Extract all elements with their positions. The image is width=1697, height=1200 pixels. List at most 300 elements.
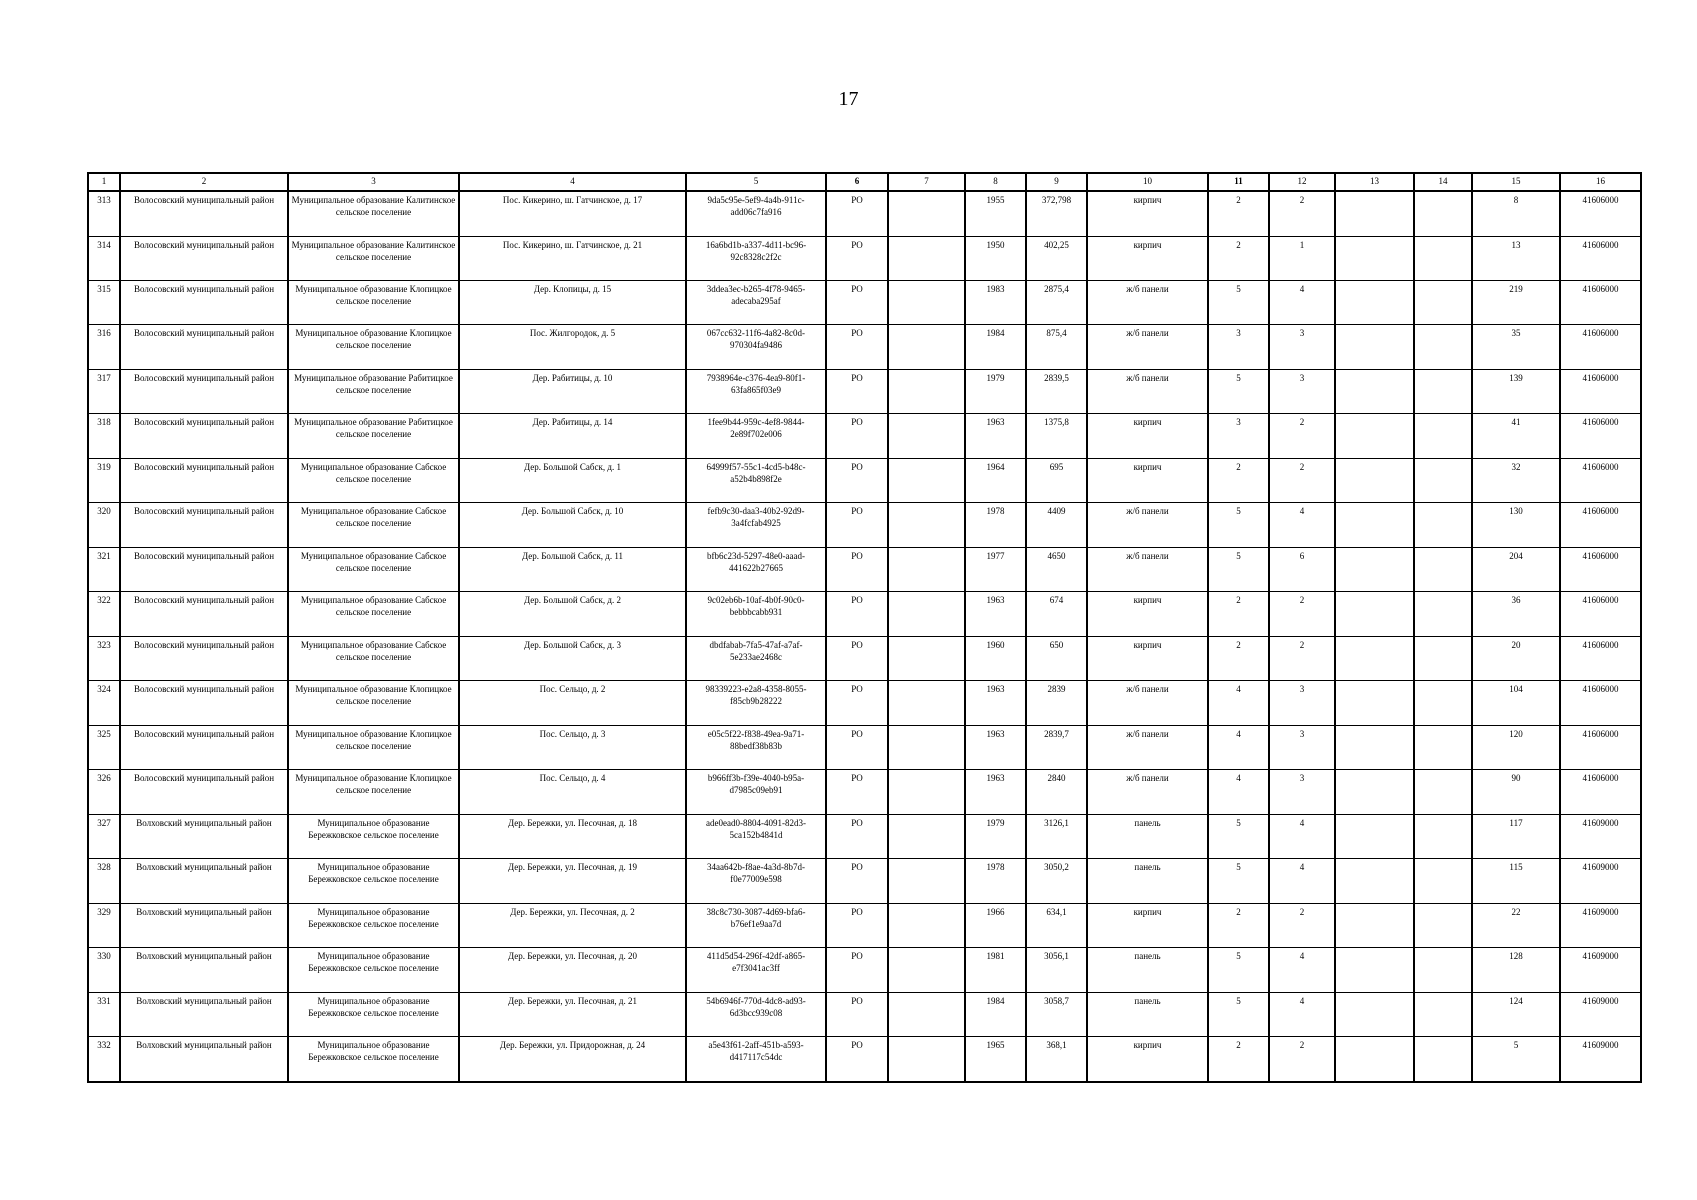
table-cell: 120	[1472, 725, 1560, 769]
table-cell: Дер. Рабитицы, д. 14	[459, 414, 686, 458]
table-cell	[1414, 191, 1472, 236]
table-cell	[1335, 948, 1414, 992]
table-cell: 330	[88, 948, 120, 992]
column-header: 12	[1269, 173, 1335, 191]
table-cell: 4	[1269, 814, 1335, 858]
table-cell: 3	[1269, 725, 1335, 769]
table-cell: 2	[1208, 636, 1269, 680]
table-cell	[1414, 992, 1472, 1036]
table-cell: 34aa642b-f8ae-4a3d-8b7d-f0e77009e598	[686, 859, 826, 903]
table-cell: 1375,8	[1026, 414, 1087, 458]
table-cell: Муниципальное образование Клопицкое сельское поселение	[288, 325, 459, 369]
table-cell: Волосовский муниципальный район	[120, 280, 288, 324]
table-cell: Дер. Клопицы, д. 15	[459, 280, 686, 324]
table-cell: 2	[1208, 903, 1269, 947]
table-cell: 1984	[965, 992, 1026, 1036]
table-row	[88, 859, 1641, 903]
table-cell: 4	[1269, 948, 1335, 992]
table-cell: панель	[1087, 948, 1208, 992]
table-cell: 38c8c730-3087-4d69-bfa6-b76ef1e9aa7d	[686, 903, 826, 947]
table-cell: ж/б панели	[1087, 770, 1208, 814]
table-cell: 41606000	[1560, 191, 1641, 236]
table-cell: dbdfabab-7fa5-47af-a7af-5e233ae2468c	[686, 636, 826, 680]
table-cell: 41	[1472, 414, 1560, 458]
table-cell: 64999f57-55c1-4cd5-b48c-a52b4b898f2e	[686, 458, 826, 502]
table-row	[88, 770, 1641, 814]
table-cell: РО	[826, 458, 888, 502]
table-cell: Волосовский муниципальный район	[120, 725, 288, 769]
table-cell: 2	[1269, 414, 1335, 458]
column-header: 4	[459, 173, 686, 191]
column-header: 9	[1026, 173, 1087, 191]
table-cell: 332	[88, 1037, 120, 1082]
column-header: 10	[1087, 173, 1208, 191]
table-cell: кирпич	[1087, 414, 1208, 458]
table-cell: 41609000	[1560, 1037, 1641, 1082]
table-cell: 3	[1208, 325, 1269, 369]
table-cell: 3050,2	[1026, 859, 1087, 903]
table-cell: 41606000	[1560, 369, 1641, 413]
table-row	[88, 414, 1641, 458]
table-cell: 4	[1208, 725, 1269, 769]
table-cell: РО	[826, 414, 888, 458]
table-cell: 317	[88, 369, 120, 413]
table-cell: 634,1	[1026, 903, 1087, 947]
table-cell	[888, 770, 965, 814]
table-cell: 115	[1472, 859, 1560, 903]
table-cell: Дер. Рабитицы, д. 10	[459, 369, 686, 413]
table-cell: 9da5c95e-5ef9-4a4b-911c-add06c7fa916	[686, 191, 826, 236]
table-cell	[1414, 948, 1472, 992]
table-cell	[1414, 814, 1472, 858]
table-cell: 41606000	[1560, 414, 1641, 458]
table-cell: 54b6946f-770d-4dc8-ad93-6d3bcc939c08	[686, 992, 826, 1036]
table-cell	[1414, 592, 1472, 636]
table-cell: 3	[1269, 681, 1335, 725]
table-cell	[888, 1037, 965, 1082]
table-cell: 322	[88, 592, 120, 636]
table-cell: 7938964e-c376-4ea9-80f1-63fa865f03e9	[686, 369, 826, 413]
table-cell: 41606000	[1560, 458, 1641, 502]
table-cell	[1414, 325, 1472, 369]
table-cell: ж/б панели	[1087, 325, 1208, 369]
table-cell: Дер. Большой Сабск, д. 1	[459, 458, 686, 502]
table-cell: ж/б панели	[1087, 280, 1208, 324]
table-cell: 695	[1026, 458, 1087, 502]
table-cell	[888, 903, 965, 947]
table-cell: 1963	[965, 592, 1026, 636]
table-cell: Муниципальное образование Сабское сельское поселение	[288, 458, 459, 502]
table-cell	[888, 414, 965, 458]
table-cell: 1978	[965, 503, 1026, 547]
table-cell	[888, 592, 965, 636]
table-row	[88, 681, 1641, 725]
table-cell	[888, 725, 965, 769]
table-cell: 1963	[965, 725, 1026, 769]
table-cell: 1979	[965, 369, 1026, 413]
table-cell: ж/б панели	[1087, 681, 1208, 725]
table-cell: 41606000	[1560, 592, 1641, 636]
table-cell	[1335, 369, 1414, 413]
table-cell: 1fee9b44-959c-4ef8-9844-2e89f702e006	[686, 414, 826, 458]
table-cell: 35	[1472, 325, 1560, 369]
table-cell: fefb9c30-daa3-40b2-92d9-3a4fcfab4925	[686, 503, 826, 547]
table-cell: 327	[88, 814, 120, 858]
table-cell	[1414, 280, 1472, 324]
table-cell: 2	[1269, 592, 1335, 636]
table-cell	[1335, 280, 1414, 324]
table-cell: 4	[1269, 992, 1335, 1036]
table-cell: 3	[1269, 369, 1335, 413]
table-cell: 130	[1472, 503, 1560, 547]
table-cell: 875,4	[1026, 325, 1087, 369]
table-cell: 41609000	[1560, 903, 1641, 947]
table-cell: 117	[1472, 814, 1560, 858]
table-cell: кирпич	[1087, 903, 1208, 947]
table-cell: 320	[88, 503, 120, 547]
table-cell: РО	[826, 191, 888, 236]
table-cell: 16a6bd1b-a337-4d11-bc96-92c8328c2f2c	[686, 236, 826, 280]
table-row	[88, 814, 1641, 858]
table-cell: 41609000	[1560, 859, 1641, 903]
table-cell: Муниципальное образование Клопицкое сельское поселение	[288, 770, 459, 814]
column-header: 11	[1208, 173, 1269, 191]
table-cell: Волосовский муниципальный район	[120, 414, 288, 458]
table-cell: Муниципальное образование Сабское сельское поселение	[288, 503, 459, 547]
table-cell: 1963	[965, 681, 1026, 725]
column-header: 8	[965, 173, 1026, 191]
table-cell: РО	[826, 859, 888, 903]
table-cell	[1335, 414, 1414, 458]
table-cell: 4	[1269, 503, 1335, 547]
column-header: 2	[120, 173, 288, 191]
table-cell: 411d5d54-296f-42df-a865-e7f3041ac3ff	[686, 948, 826, 992]
table-cell: 1965	[965, 1037, 1026, 1082]
table-cell: Волосовский муниципальный район	[120, 458, 288, 502]
table-cell: 2875,4	[1026, 280, 1087, 324]
table-cell: 90	[1472, 770, 1560, 814]
table-cell: 319	[88, 458, 120, 502]
table-cell: 5	[1208, 814, 1269, 858]
table-cell: 331	[88, 992, 120, 1036]
table-cell: 3056,1	[1026, 948, 1087, 992]
table-cell: 204	[1472, 547, 1560, 591]
table-cell	[888, 814, 965, 858]
column-header: 3	[288, 173, 459, 191]
table-cell: Дер. Бережки, ул. Песочная, д. 21	[459, 992, 686, 1036]
table-cell: Волховский муниципальный район	[120, 903, 288, 947]
table-cell	[888, 992, 965, 1036]
table-cell: 1978	[965, 859, 1026, 903]
table-cell: 1963	[965, 414, 1026, 458]
table-cell	[1414, 236, 1472, 280]
table-row	[88, 1037, 1641, 1082]
table-row	[88, 503, 1641, 547]
table-cell: 41606000	[1560, 280, 1641, 324]
table-cell: 1966	[965, 903, 1026, 947]
table-cell: Дер. Бережки, ул. Песочная, д. 2	[459, 903, 686, 947]
table-cell	[1414, 1037, 1472, 1082]
table-cell	[1414, 547, 1472, 591]
table-cell: РО	[826, 948, 888, 992]
table-body	[88, 191, 1641, 1082]
table-cell: 3	[1269, 325, 1335, 369]
table-cell: Волховский муниципальный район	[120, 814, 288, 858]
table-cell	[1335, 681, 1414, 725]
table-cell	[1335, 458, 1414, 502]
table-cell	[1335, 859, 1414, 903]
table-cell: Волосовский муниципальный район	[120, 681, 288, 725]
table-cell: ж/б панели	[1087, 369, 1208, 413]
table-cell	[1414, 903, 1472, 947]
table-cell: Волосовский муниципальный район	[120, 369, 288, 413]
table-cell: Волховский муниципальный район	[120, 948, 288, 992]
table-cell: 315	[88, 280, 120, 324]
table-cell: 4	[1208, 770, 1269, 814]
table-cell: 2	[1269, 458, 1335, 502]
table-cell: 2839,5	[1026, 369, 1087, 413]
table-cell: Муниципальное образование Бережковское сельское поселение	[288, 903, 459, 947]
table-cell: кирпич	[1087, 236, 1208, 280]
table-cell	[888, 948, 965, 992]
table-cell: 1977	[965, 547, 1026, 591]
table-cell	[1414, 458, 1472, 502]
table-cell: 313	[88, 191, 120, 236]
table-cell: 5	[1208, 280, 1269, 324]
table-cell: 3	[1208, 414, 1269, 458]
table-cell: 3ddea3ec-b265-4f78-9465-adecaba295af	[686, 280, 826, 324]
table-row	[88, 280, 1641, 324]
table-cell	[888, 369, 965, 413]
table-cell: Муниципальное образование Сабское сельское поселение	[288, 547, 459, 591]
table-cell: 321	[88, 547, 120, 591]
table-cell: 372,798	[1026, 191, 1087, 236]
table-cell: кирпич	[1087, 458, 1208, 502]
table-row	[88, 236, 1641, 280]
table-cell: 41609000	[1560, 992, 1641, 1036]
table-cell: 4	[1208, 681, 1269, 725]
table-cell: 1963	[965, 770, 1026, 814]
table-cell: РО	[826, 681, 888, 725]
table-cell: 368,1	[1026, 1037, 1087, 1082]
column-header: 1	[88, 173, 120, 191]
table-cell: панель	[1087, 814, 1208, 858]
table-cell: 067cc632-11f6-4a82-8c0d-970304fa9486	[686, 325, 826, 369]
table-cell	[888, 458, 965, 502]
table-row	[88, 325, 1641, 369]
table-cell: кирпич	[1087, 592, 1208, 636]
table-cell: Дер. Бережки, ул. Придорожная, д. 24	[459, 1037, 686, 1082]
table-cell: 402,25	[1026, 236, 1087, 280]
table-cell: РО	[826, 280, 888, 324]
table-cell: 1950	[965, 236, 1026, 280]
table-cell: 2	[1208, 592, 1269, 636]
table-cell: 32	[1472, 458, 1560, 502]
table-cell	[1414, 681, 1472, 725]
column-header: 16	[1560, 173, 1641, 191]
table-cell: Волховский муниципальный район	[120, 992, 288, 1036]
table-cell: 20	[1472, 636, 1560, 680]
table-cell: 5	[1208, 503, 1269, 547]
table-cell: Муниципальное образование Рабитицкое сельское поселение	[288, 369, 459, 413]
table-cell	[1414, 770, 1472, 814]
table-cell: bfb6c23d-5297-48e0-aaad-441622b27665	[686, 547, 826, 591]
table-cell: 104	[1472, 681, 1560, 725]
table-cell: 3126,1	[1026, 814, 1087, 858]
table-cell: Пос. Кикерино, ш. Гатчинское, д. 17	[459, 191, 686, 236]
table-cell: Волосовский муниципальный район	[120, 636, 288, 680]
table-cell: 124	[1472, 992, 1560, 1036]
table-cell: 41606000	[1560, 725, 1641, 769]
table-cell: 139	[1472, 369, 1560, 413]
table-cell	[888, 681, 965, 725]
table-row	[88, 191, 1641, 236]
table-cell: 41606000	[1560, 636, 1641, 680]
table-cell: 5	[1208, 992, 1269, 1036]
table-cell: 5	[1208, 369, 1269, 413]
table-cell: панель	[1087, 992, 1208, 1036]
column-header: 6	[826, 173, 888, 191]
table-cell: Волосовский муниципальный район	[120, 325, 288, 369]
table-cell	[1335, 236, 1414, 280]
table-row	[88, 636, 1641, 680]
table-cell: 1960	[965, 636, 1026, 680]
table-cell: e05c5f22-f838-49ea-9a71-88bedf38b83b	[686, 725, 826, 769]
table-cell: 5	[1208, 547, 1269, 591]
table-cell: Волосовский муниципальный район	[120, 592, 288, 636]
table-cell: РО	[826, 547, 888, 591]
table-cell: 1983	[965, 280, 1026, 324]
table-cell: Муниципальное образование Калитинское сельское поселение	[288, 191, 459, 236]
table-cell: 328	[88, 859, 120, 903]
column-header: 5	[686, 173, 826, 191]
table-cell: 2	[1269, 191, 1335, 236]
table-cell: РО	[826, 992, 888, 1036]
table-cell: 128	[1472, 948, 1560, 992]
table-cell: 318	[88, 414, 120, 458]
table-cell	[888, 636, 965, 680]
table-cell: Пос. Сельцо, д. 3	[459, 725, 686, 769]
table-cell: Пос. Кикерино, ш. Гатчинское, д. 21	[459, 236, 686, 280]
table-cell: 314	[88, 236, 120, 280]
table-cell: РО	[826, 1037, 888, 1082]
table-cell	[1414, 414, 1472, 458]
table-cell: 2	[1208, 1037, 1269, 1082]
table-cell	[1335, 547, 1414, 591]
table-header-row	[88, 173, 1641, 191]
table-cell: Дер. Большой Сабск, д. 3	[459, 636, 686, 680]
table-cell: Волосовский муниципальный район	[120, 503, 288, 547]
table-cell: Муниципальное образование Сабское сельское поселение	[288, 636, 459, 680]
table-cell: Муниципальное образование Бережковское сельское поселение	[288, 859, 459, 903]
table-cell: 4	[1269, 859, 1335, 903]
table-cell: Муниципальное образование Бережковское сельское поселение	[288, 814, 459, 858]
table-cell: 324	[88, 681, 120, 725]
table-cell	[888, 280, 965, 324]
table-cell: 2	[1269, 636, 1335, 680]
table-cell: Дер. Большой Сабск, д. 10	[459, 503, 686, 547]
table-cell: кирпич	[1087, 636, 1208, 680]
table-cell: 22	[1472, 903, 1560, 947]
column-header: 15	[1472, 173, 1560, 191]
table-cell: Дер. Бережки, ул. Песочная, д. 20	[459, 948, 686, 992]
table-cell	[888, 547, 965, 591]
table-cell: 219	[1472, 280, 1560, 324]
table-cell: Муниципальное образование Сабское сельское поселение	[288, 592, 459, 636]
table-cell: Муниципальное образование Клопицкое сельское поселение	[288, 280, 459, 324]
table-cell	[1414, 369, 1472, 413]
table-cell: РО	[826, 636, 888, 680]
table-cell: ade0ead0-8804-4091-82d3-5ca152b4841d	[686, 814, 826, 858]
table-cell: 1981	[965, 948, 1026, 992]
table-cell	[1335, 636, 1414, 680]
table-cell: РО	[826, 770, 888, 814]
page-number: 17	[838, 88, 859, 110]
table-cell	[1414, 503, 1472, 547]
table-cell: Муниципальное образование Бережковское сельское поселение	[288, 1037, 459, 1082]
table-cell: 650	[1026, 636, 1087, 680]
table-cell: 1964	[965, 458, 1026, 502]
table-row	[88, 992, 1641, 1036]
table-cell	[888, 191, 965, 236]
table-row	[88, 458, 1641, 502]
table-cell: 4650	[1026, 547, 1087, 591]
table-row	[88, 725, 1641, 769]
table-cell	[1335, 814, 1414, 858]
table-cell: 329	[88, 903, 120, 947]
table-cell	[888, 236, 965, 280]
table-cell: 41606000	[1560, 236, 1641, 280]
table-cell: ж/б панели	[1087, 547, 1208, 591]
table-cell: 41609000	[1560, 814, 1641, 858]
table-cell: 13	[1472, 236, 1560, 280]
table-cell: 1955	[965, 191, 1026, 236]
table-cell: Муниципальное образование Рабитицкое сельское поселение	[288, 414, 459, 458]
table-cell: ж/б панели	[1087, 725, 1208, 769]
table-cell: Муниципальное образование Бережковское сельское поселение	[288, 992, 459, 1036]
table-row	[88, 903, 1641, 947]
table-cell: 2839,7	[1026, 725, 1087, 769]
table-cell	[1335, 325, 1414, 369]
table-cell: 1984	[965, 325, 1026, 369]
column-header: 14	[1414, 173, 1472, 191]
table-cell: Дер. Большой Сабск, д. 11	[459, 547, 686, 591]
table-cell	[1335, 903, 1414, 947]
table-cell: 316	[88, 325, 120, 369]
column-header: 7	[888, 173, 965, 191]
table-cell: Волховский муниципальный район	[120, 1037, 288, 1082]
table-cell: 5	[1472, 1037, 1560, 1082]
table-cell: Муниципальное образование Клопицкое сельское поселение	[288, 725, 459, 769]
table-cell: Пос. Сельцо, д. 2	[459, 681, 686, 725]
table-cell: кирпич	[1087, 1037, 1208, 1082]
table-cell: 325	[88, 725, 120, 769]
table-cell: 323	[88, 636, 120, 680]
table-cell	[1335, 770, 1414, 814]
table-cell	[1335, 191, 1414, 236]
table-cell	[1335, 725, 1414, 769]
table-cell	[888, 859, 965, 903]
table-cell: 41606000	[1560, 503, 1641, 547]
housing-registry-table	[87, 172, 1642, 1083]
table-row	[88, 592, 1641, 636]
table-cell: Волосовский муниципальный район	[120, 547, 288, 591]
table-cell: 41606000	[1560, 547, 1641, 591]
table-row	[88, 547, 1641, 591]
table-cell: Дер. Большой Сабск, д. 2	[459, 592, 686, 636]
table-cell: РО	[826, 236, 888, 280]
table-cell: 4409	[1026, 503, 1087, 547]
